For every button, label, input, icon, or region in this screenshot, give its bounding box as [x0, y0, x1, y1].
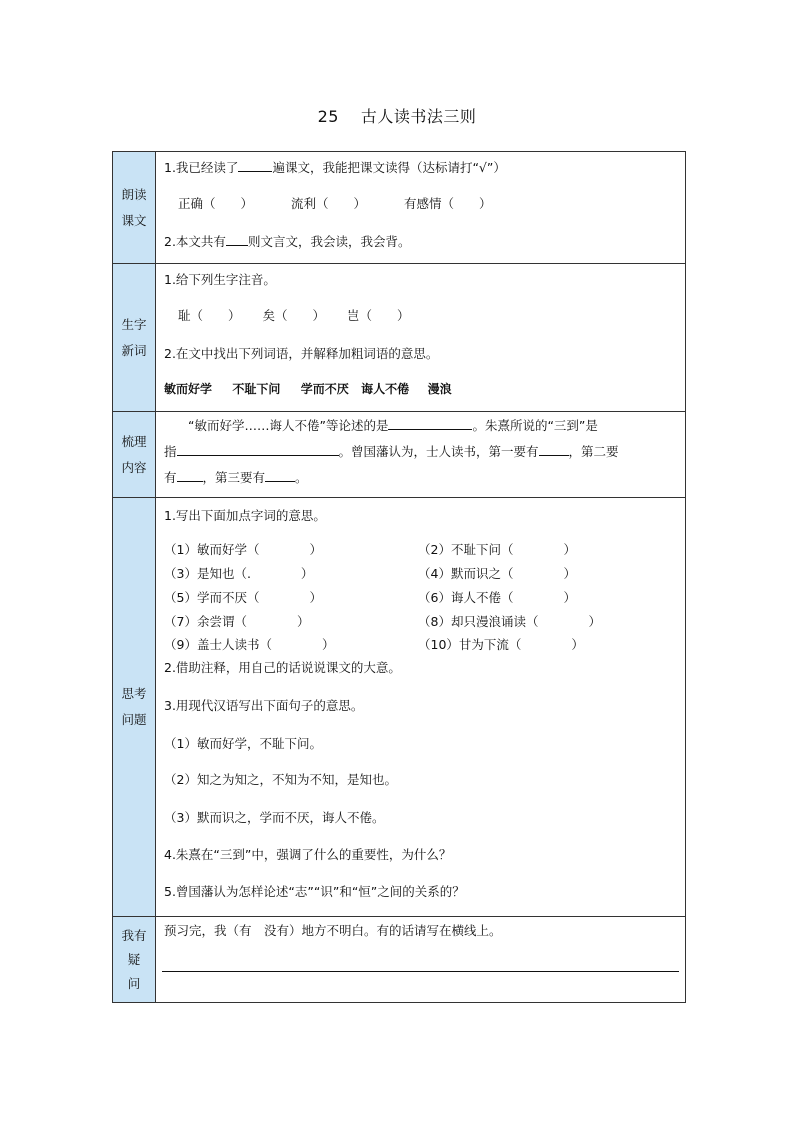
doubts-prompt: 预习完，我（有 没有）地方不明白。有的话请写在横线上。: [164, 923, 502, 938]
word-item-3[interactable]: （3）是知也（. ）: [164, 566, 314, 581]
answer-line[interactable]: [162, 971, 679, 972]
char-chi[interactable]: 耻（ ）: [178, 308, 241, 323]
page-title: [0, 104, 794, 127]
section-doubts: [113, 917, 686, 1003]
section-label-vocab: 生字 新词: [113, 264, 156, 412]
question-2: 2.借助注释，用自己的话说说课文的大意。: [164, 660, 401, 675]
word-item-4[interactable]: （4）默而识之（ ）: [418, 566, 576, 581]
content-blank-3[interactable]: [539, 442, 569, 456]
sentence-3: （3）默而识之，学而不厌，诲人不倦。: [164, 810, 385, 825]
lesson-title: 古人读书法三则: [360, 107, 477, 126]
question-3: 3.用现代汉语写出下面句子的意思。: [164, 698, 364, 713]
section-label-content: 梳理 内容: [113, 412, 156, 498]
word-item-1[interactable]: （1）敏而好学（ ）: [164, 542, 322, 557]
reading-question-2: 2.本文共有 则文言文，我会读，我会背。: [164, 234, 411, 249]
char-yi[interactable]: 矣（ ）: [262, 308, 325, 323]
option-fluent[interactable]: 流利（ ）: [290, 196, 366, 211]
lesson-number: 25: [317, 107, 339, 126]
content-blank-4[interactable]: [177, 468, 203, 482]
section-content: [113, 412, 686, 498]
content-line-2: 指 。曾国藩认为，士人读书，第一要有 ，第二要: [164, 444, 619, 459]
vocab-word-list: 敏而好学 不耻下问 学而不厌 诲人不倦 漫浪: [164, 382, 452, 396]
section-questions: [113, 498, 686, 917]
section-label-questions: 思考 问题: [113, 498, 156, 917]
sentence-2: （2）知之为知之，不知为不知，是知也。: [164, 772, 397, 787]
reading-question-1: 1.我已经读了 遍课文，我能把课文读得（达标请打“√”）: [164, 160, 506, 175]
question-1: 1.写出下面加点字词的意思。: [164, 508, 326, 523]
word-item-6[interactable]: （6）诲人不倦（ ）: [418, 590, 576, 605]
content-blank-1[interactable]: [388, 416, 472, 430]
vocab-question-1: 1.给下列生字注音。: [164, 272, 276, 287]
section-label-doubts: 我有 疑 问: [113, 917, 156, 1003]
section-label-reading: 朗读 课文: [113, 152, 156, 264]
word-item-8[interactable]: （8）却只漫浪诵读（ ）: [418, 614, 601, 629]
question-4: 4.朱熹在“三到”中，强调了什么的重要性，为什么？: [164, 847, 452, 862]
content-line-3: 有 ，第三要有 。: [164, 470, 308, 485]
word-item-7[interactable]: （7）余尝谓（ ）: [164, 614, 310, 629]
word-item-5[interactable]: （5）学而不厌（ ）: [164, 590, 322, 605]
option-emotional[interactable]: 有感情（ ）: [403, 196, 492, 211]
word-item-9[interactable]: （9）盖士人读书（ ）: [164, 637, 335, 652]
reading-options: [178, 194, 491, 212]
content-blank-2[interactable]: [177, 442, 339, 456]
sentence-1: （1）敏而好学，不耻下问。: [164, 736, 322, 751]
char-qi[interactable]: 岂（ ）: [346, 308, 410, 323]
section-reading: [113, 152, 686, 264]
option-correct[interactable]: 正确（ ）: [178, 196, 254, 211]
content-blank-5[interactable]: [265, 468, 295, 482]
worksheet-table: [112, 151, 686, 1003]
vocab-question-2: 2.在文中找出下列词语，并解释加粗词语的意思。: [164, 346, 439, 361]
content-line-1: “敏而好学……诲人不倦”等论述的是 。朱熹所说的“三到”是: [188, 418, 598, 433]
section-vocab: [113, 264, 686, 412]
pinyin-chars: [178, 306, 409, 324]
word-item-2[interactable]: （2）不耻下问（ ）: [418, 542, 576, 557]
reading-count-blank[interactable]: [238, 158, 272, 172]
word-item-10[interactable]: （10）甘为下流（ ）: [418, 637, 584, 652]
question-5: 5.曾国藩认为怎样论述“志”“识”和“恒”之间的关系的？: [164, 884, 465, 899]
text-count-blank[interactable]: [226, 232, 248, 246]
